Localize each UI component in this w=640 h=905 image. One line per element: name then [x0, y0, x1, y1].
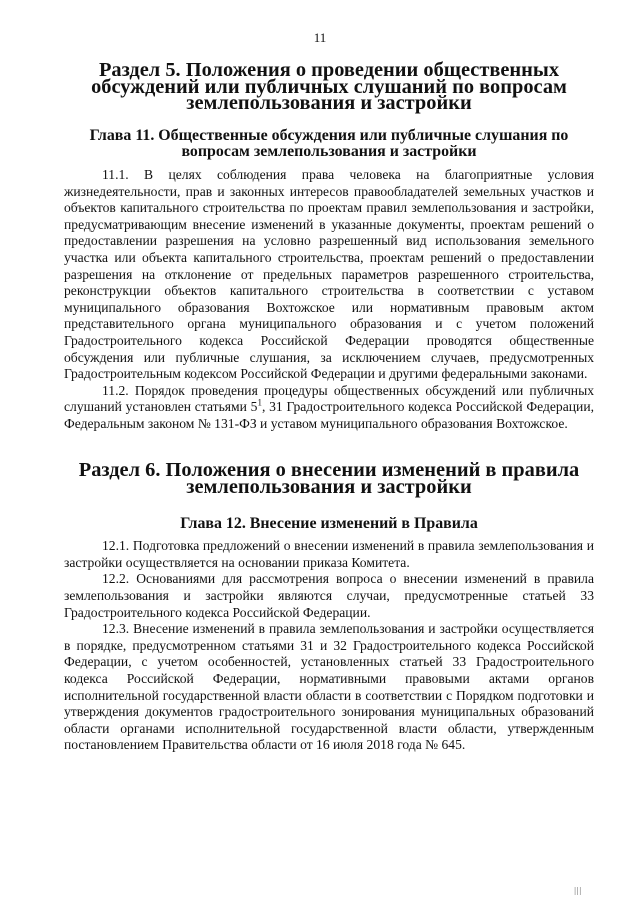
- footer-mark: |||: [574, 886, 582, 895]
- paragraph-12-2: 12.2. Основаниями для рассмотрения вопроса о внесении изменений в правила землепользования и застройки являются случаи, предусмотренные статьей 33 Градостроительного кодекса Российской Федерации.: [64, 571, 594, 620]
- superscript: 1: [257, 397, 262, 408]
- page-number: 11: [313, 30, 327, 45]
- paragraph-11-2: [64, 383, 594, 433]
- paragraph-11-2-text-end: , 31 Градостроительного кодекса Российской Федерации, Федеральным законом № 131-ФЗ и уставом муниципального образования Вохтожское.: [64, 399, 594, 431]
- paragraph-11-2-text-start: 11.2. Порядок проведения процедуры общественных обсуждений или публичных слушаний установлен статьями 5: [64, 382, 594, 415]
- section-5-title: Раздел 5. Положения о проведении общественных обсуждений или публичных слушаний по вопросам землепользования и застройки: [91, 59, 567, 115]
- paragraph-12-3: 12.3. Внесение изменений в правила землепользования и застройки осуществляется в порядке, предусмотренном статьями 31 и 32 Градостроительного кодекса Российской Федерации, с учетом особенностей, установленных статьей 33 Градостроительного кодекса Российской Федерации, нормативными правовыми актами органов исполнительной государственной власти области в соответствии с Порядком подготовки и утверждения документов градостроительного зонирования муниципальных образований области органами исполнительной государственной власти области, утвержденным постановлением Правительства области от 16 июля 2018 года № 645.: [64, 621, 594, 753]
- chapter-12-title: Глава 12. Внесение изменений в Правила: [180, 514, 478, 532]
- section-6-title: Раздел 6. Положения о внесении изменений в правила землепользования и застройки: [78, 459, 580, 499]
- chapter-11-title: Глава 11. Общественные обсуждения или публичные слушания по вопросам землепользования и застройки: [89, 126, 569, 161]
- paragraph-12-1: 12.1. Подготовка предложений о внесении изменений в правила землепользования и застройки осуществляется на основании приказа Комитета.: [64, 538, 594, 570]
- document-body: [64, 59, 594, 754]
- paragraph-11-1: 11.1. В целях соблюдения права человека на благоприятные условия жизнедеятельности, прав и законных интересов правообладателей земельных участков и объектов капитального строительства по проектам правил землепользования и застройки, предусматривающим внесение изменений в указанные документы, проектам решений о предоставлении разрешения на условно разрешенный вид использования земельного участка или объекта капитального строительства, проектам решений о предоставлении разрешения на отклонение от предельных параметров разрешенного строительства, реконструкции объектов капитального строительства в соответствии с уставом муниципального образования Вохтожское или нормативным правовым актом представительного органа муниципального образования и с учетом положений Градостроительного кодекса Российской Федерации проводятся общественные обсуждения или публичные слушания, за исключением случаев, предусмотренных Градостроительным кодексом Российской Федерации и другими федеральными законами.: [64, 166, 594, 382]
